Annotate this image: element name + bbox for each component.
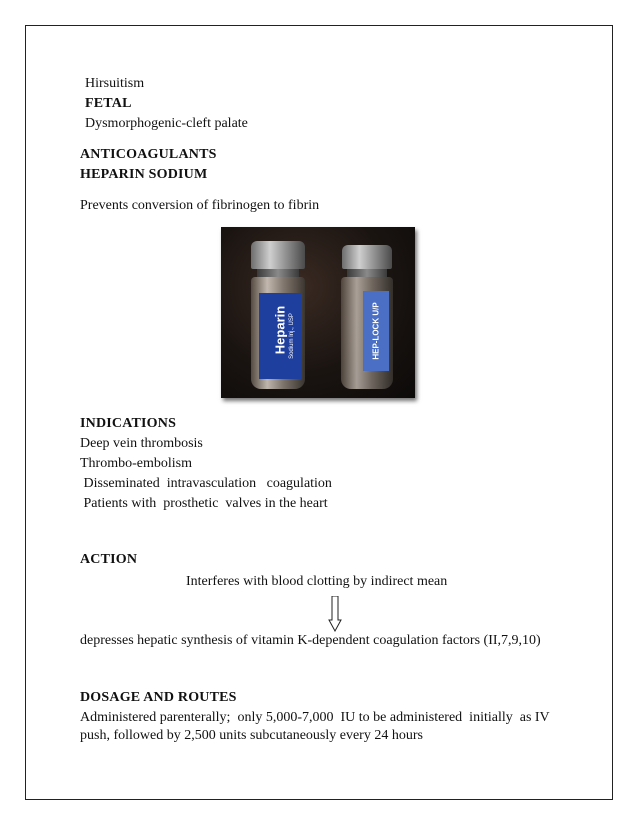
heading-action: ACTION: [80, 552, 138, 567]
text-action-effect: depresses hepatic synthesis of vitamin K-dependent coagulation factors (II,7,9,10): [80, 633, 541, 648]
heplock-vial-label: HEP-LOCK U/P: [363, 291, 389, 371]
heparin-vial-sublabel: Sodium Inj., USP: [289, 313, 295, 359]
text-dosage: Administered parenterally; only 5,000-7,000 IU to be administered initially as IV push, followed by 2,500 units subcutaneously every 24 hours: [80, 710, 553, 743]
indication-item: Patients with prosthetic valves in the heart: [80, 496, 328, 511]
heading-dosage-routes: DOSAGE AND ROUTES: [80, 690, 237, 705]
heparin-vial-label: Heparin: [259, 293, 301, 379]
text-action-mechanism: Interferes with blood clotting by indirect mean: [186, 574, 448, 589]
heading-fetal: FETAL: [85, 96, 132, 111]
text-heparin-description: Prevents conversion of fibrinogen to fibrin: [80, 198, 320, 213]
heading-heparin-sodium: HEPARIN SODIUM: [80, 167, 208, 182]
text-dysmorphogenic: Dysmorphogenic-cleft palate: [85, 116, 248, 131]
page-border: [25, 25, 613, 800]
heparin-vials-photo: [221, 227, 415, 398]
text-hirsuitism: Hirsuitism: [85, 76, 145, 91]
indication-item: Deep vein thrombosis: [80, 436, 203, 451]
heparin-vial-front: [249, 241, 307, 391]
heplock-vial-back: [339, 245, 395, 391]
heading-indications: INDICATIONS: [80, 416, 177, 431]
indication-item: Disseminated intravasculation coagulation: [80, 476, 332, 491]
heading-anticoagulants: ANTICOAGULANTS: [80, 147, 217, 162]
indication-item: Thrombo-embolism: [80, 456, 192, 471]
down-arrow-icon: [328, 596, 342, 632]
